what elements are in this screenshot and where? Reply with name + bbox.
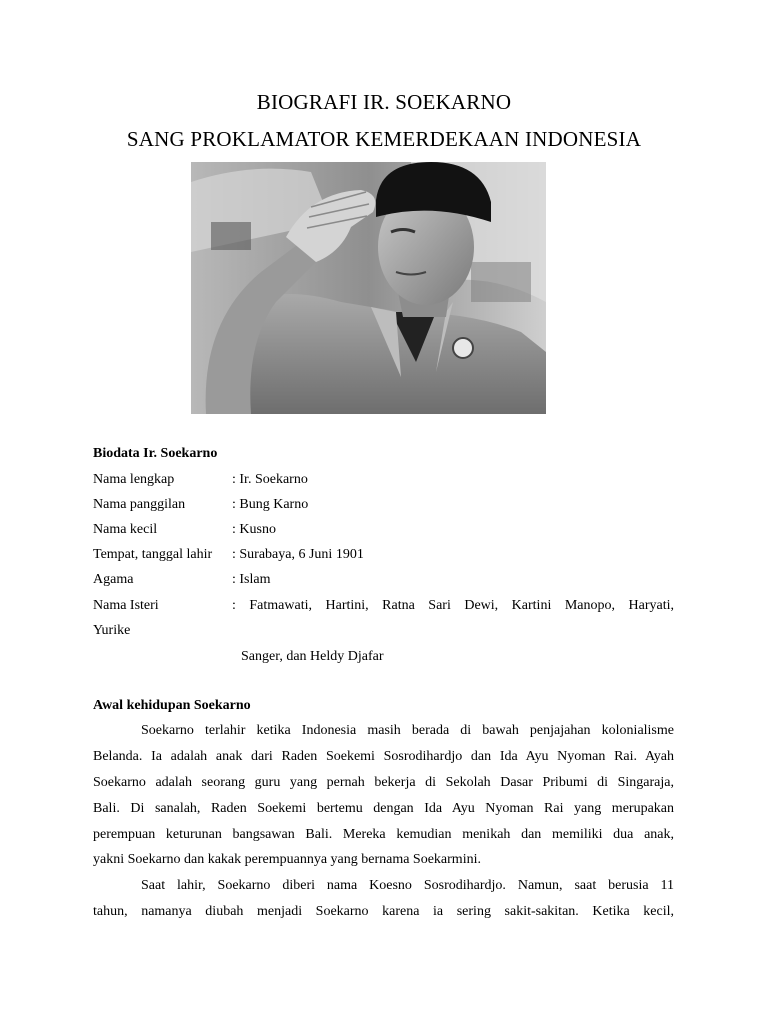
biodata-label: Nama kecil — [93, 522, 158, 537]
biodata-label: Tempat, tanggal lahir — [93, 547, 213, 562]
biodata-label: Agama — [93, 572, 134, 587]
document-title: BIOGRAFI IR. SOEKARNO — [256, 90, 512, 114]
biodata-label: Nama lengkap — [93, 472, 175, 487]
biodata-row — [93, 472, 675, 492]
biodata-label: Nama panggilan — [93, 497, 186, 512]
spouse-value-line: : Fatmawati, Hartini, Ratna Sari Dewi, Kartini Manopo, Haryati, — [232, 598, 674, 613]
paragraph-line: Saat lahir, Soekarno diberi nama Koesno Sosrodihardjo. Namun, saat berusia 11 — [141, 878, 674, 893]
portrait-photo — [191, 162, 546, 414]
spouse-value-wrap: Yurike — [93, 623, 131, 638]
biodata-row — [93, 497, 675, 517]
document-subtitle: SANG PROKLAMATOR KEMERDEKAAN INDONESIA — [126, 127, 642, 151]
early-life-heading: Awal kehidupan Soekarno — [93, 698, 251, 713]
spouse-value-cont: Sanger, dan Heldy Djafar — [241, 649, 384, 664]
paragraph-line: Soekarno terlahir ketika Indonesia masih berada di bawah penjajahan kolonialisme — [141, 723, 674, 738]
biodata-heading: Biodata Ir. Soekarno — [93, 446, 218, 461]
biodata-row — [93, 547, 675, 567]
biodata-value: : Bung Karno — [232, 497, 309, 512]
biodata-row — [93, 572, 675, 592]
biodata-value: : Islam — [232, 572, 271, 587]
biodata-row — [93, 522, 675, 542]
paragraph-line: yakni Soekarno dan kakak perempuannya yang bernama Soekarmini. — [93, 852, 481, 867]
paragraph-line: Bali. Di sanalah, Raden Soekemi bertemu dengan Ida Ayu Nyoman Rai yang merupakan — [93, 801, 674, 816]
biodata-value: : Kusno — [232, 522, 276, 537]
paragraph-line: Belanda. Ia adalah anak dari Raden Soekemi Sosrodihardjo dan Ida Ayu Nyoman Rai. Ayah — [93, 749, 674, 764]
biodata-label: Nama Isteri — [93, 598, 159, 613]
paragraph-line: perempuan keturunan bangsawan Bali. Mereka kemudian menikah dan memiliki dua anak, — [93, 827, 674, 842]
biodata-value: : Ir. Soekarno — [232, 472, 308, 487]
biodata-value: : Surabaya, 6 Juni 1901 — [232, 547, 364, 562]
paragraph-line: Soekarno adalah seorang guru yang pernah bekerja di Sekolah Dasar Pribumi di Singaraja, — [93, 775, 674, 790]
paragraph-line: tahun, namanya diubah menjadi Soekarno karena ia sering sakit-sakitan. Ketika kecil, — [93, 904, 674, 919]
